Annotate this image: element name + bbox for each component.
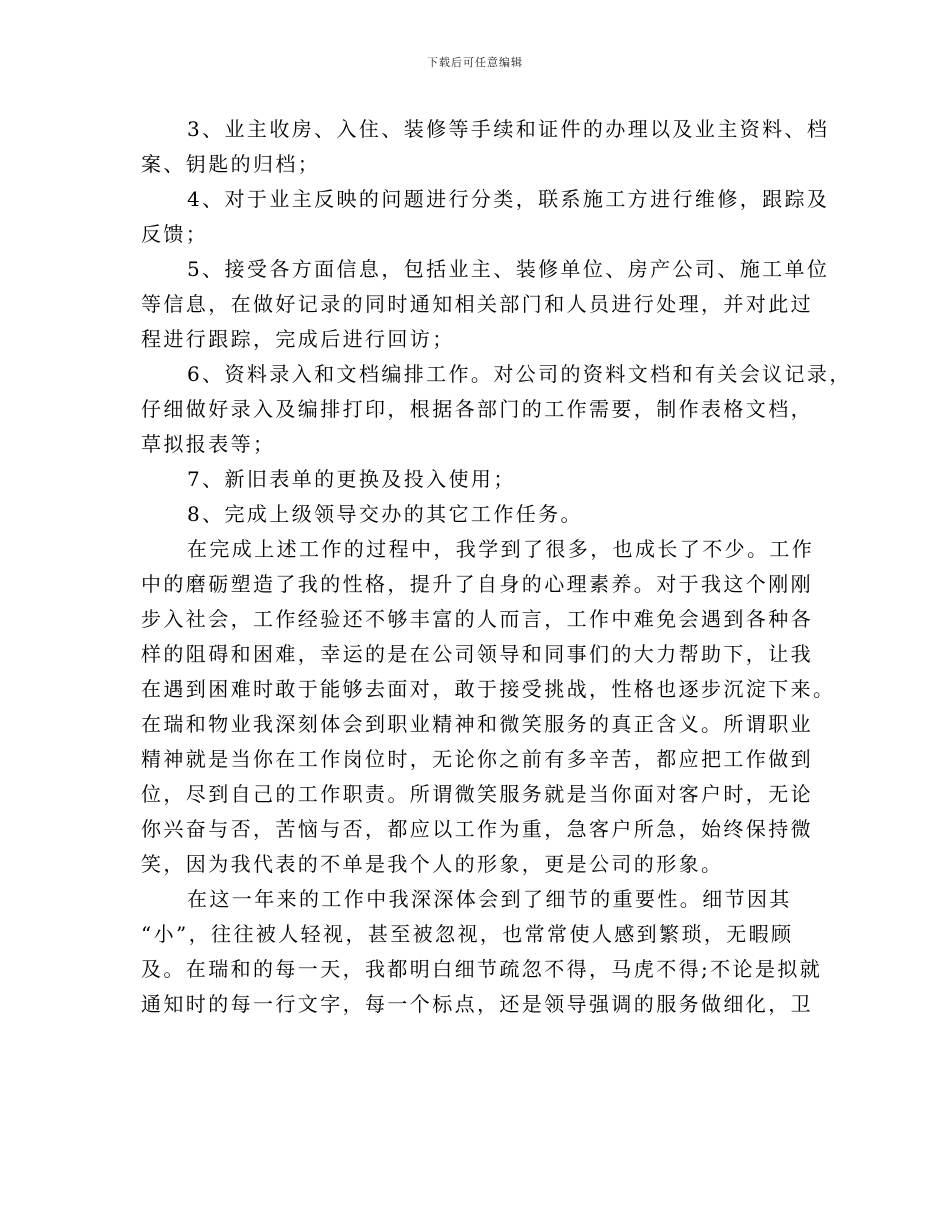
text-line: 步入社会，工作经验还不够丰富的人而言，工作中难免会遇到各种各 <box>141 607 813 631</box>
text-line: 在遇到困难时敢于能够去面对，敢于接受挑战，性格也逐步沉淀下来。 <box>141 677 836 701</box>
text-line: 反馈； <box>141 222 209 246</box>
text-line: 你兴奋与否，苦恼与否，都应以工作为重，急客户所急，始终保持微 <box>141 817 813 841</box>
text-line: 中的磨砺塑造了我的性格，提升了自身的心理素养。对于我这个刚刚 <box>141 572 813 596</box>
text-line: 6、资料录入和文档编排工作。对公司的资料文档和有关会议记录， <box>187 362 852 386</box>
page-header: 下载后可任意编辑 <box>427 56 523 69</box>
text-line: 在瑞和物业我深刻体会到职业精神和微笑服务的真正含义。所谓职业 <box>141 712 813 736</box>
text-line: 程进行跟踪，完成后进行回访； <box>141 327 455 351</box>
text-line: 4、对于业主反映的问题进行分类，联系施工方进行维修，跟踪及 <box>187 187 830 211</box>
text-line: 笑，因为我代表的不单是我个人的形象，更是公司的形象。 <box>141 852 724 876</box>
text-line: 案、钥匙的归档； <box>141 152 321 176</box>
text-line: 样的阻碍和困难，幸运的是在公司领导和同事们的大力帮助下，让我 <box>141 642 813 666</box>
text-line: 5、接受各方面信息，包括业主、装修单位、房产公司、施工单位 <box>187 257 830 281</box>
document-body <box>141 112 852 1022</box>
text-line: 通知时的每一行文字，每一个标点，还是领导强调的服务做细化，卫 <box>141 992 813 1016</box>
text-line: 等信息，在做好记录的同时通知相关部门和人员进行处理，并对此过 <box>141 292 813 316</box>
text-line: 在这一年来的工作中我深深体会到了细节的重要性。细节因其 <box>187 887 792 911</box>
text-line: 精神就是当你在工作岗位时，无论你之前有多辛苦，都应把工作做到 <box>141 747 813 771</box>
text-line: 7、新旧表单的更换及投入使用； <box>187 467 516 491</box>
text-line: 及。在瑞和的每一天，我都明白细节疏忽不得，马虎不得;不论是拟就 <box>141 957 823 981</box>
text-line: 3、业主收房、入住、装修等手续和证件的办理以及业主资料、档 <box>187 117 830 141</box>
text-line: 仔细做好录入及编排打印，根据各部门的工作需要，制作表格文档， <box>141 397 813 421</box>
text-line: 草拟报表等； <box>141 432 276 456</box>
text-line: “小”，往往被人轻视，甚至被忽视，也常常使人感到繁琐，无暇顾 <box>141 922 794 946</box>
text-line: 位，尽到自己的工作职责。所谓微笑服务就是当你面对客户时，无论 <box>141 782 813 806</box>
text-line: 8、完成上级领导交办的其它工作任务。 <box>187 502 583 526</box>
text-line: 在完成上述工作的过程中，我学到了很多，也成长了不少。工作 <box>187 537 815 561</box>
